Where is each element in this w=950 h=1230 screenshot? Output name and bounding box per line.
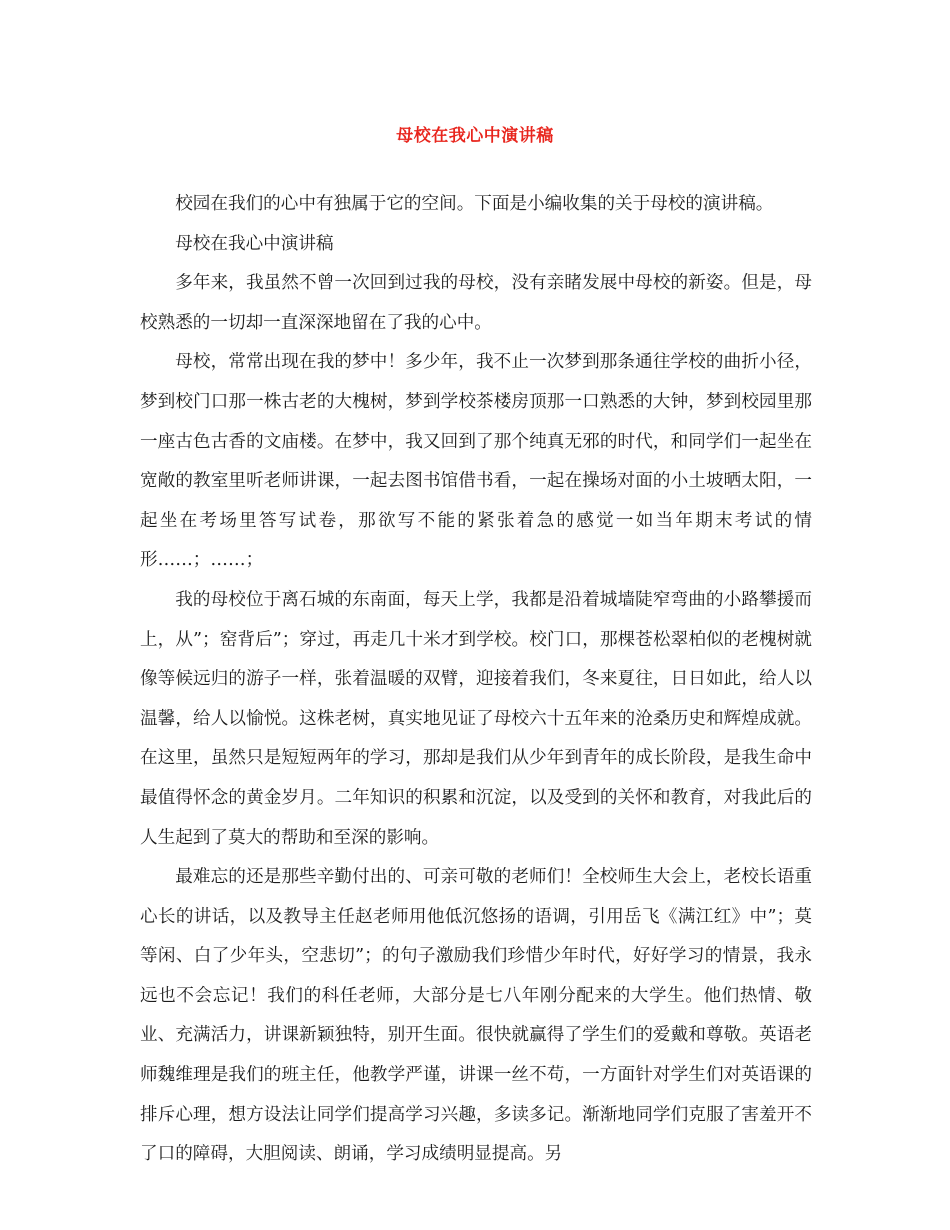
paragraph-intro: 校园在我们的心中有独属于它的空间。下面是小编收集的关于母校的演讲稿。 bbox=[175, 194, 774, 214]
paragraph: 我的母校位于离石城的东南面，每天上学，我都是沿着城墙陡窄弯曲的小路攀援而上，从”；窑背后”；穿过，再走几十米才到学校。校门口，那棵苍松翠柏似的老槐树就像等候远归的游子一样，张着温暖的双臂，迎接着我们，冬来夏往，日日如此，给人以温馨，给人以愉悦。这株老树，真实地见证了母校六十五年来的沧桑历史和辉煌成就。在这里，虽然只是短短两年的学习，那却是我们从少年到青年的成长阶段，是我生命中最值得怀念的黄金岁月。二年知识的积累和沉淀，以及受到的关怀和教育，对我此后的人生起到了莫大的帮助和至深的影响。 bbox=[140, 589, 812, 848]
paragraph: 最难忘的还是那些辛勤付出的、可亲可敬的老师们！全校师生大会上，老校长语重心长的讲话，以及教导主任赵老师用他低沉悠扬的语调，引用岳飞《满江红》中”；莫等闲、白了少年头，空悲切”；的句子激励我们珍惜少年时代，好好学习的情景，我永远也不会忘记！我们的科任老师，大部分是七八年刚分配来的大学生。他们热情、敬业、充满活力，讲课新颖独特，别开生面。很快就赢得了学生们的爱戴和尊敬。英语老师魏维理是我们的班主任，他教学严谨，讲课一丝不苟，一方面针对学生们对英语课的排斥心理，想方设法让同学们提高学习兴趣，多读多记。渐渐地同学们克服了害羞开不了口的障碍，大胆阅读、朗诵，学习成绩明显提高。另 bbox=[140, 867, 812, 1165]
document-title: 母校在我心中演讲稿 bbox=[396, 126, 554, 146]
document-body bbox=[140, 185, 812, 1175]
paragraph: 多年来，我虽然不曾一次回到过我的母校，没有亲睹发展中母校的新姿。但是，母校熟悉的一切却一直深深地留在了我的心中。 bbox=[140, 273, 812, 333]
paragraph-subtitle: 母校在我心中演讲稿 bbox=[175, 233, 334, 254]
paragraph: 母校，常常出现在我的梦中！多少年，我不止一次梦到那条通往学校的曲折小径，梦到校门口那一株古老的大槐树，梦到学校茶楼房顶那一口熟悉的大钟，梦到校园里那一座古色古香的文庙楼。在梦中，我又回到了那个纯真无邪的时代，和同学们一起坐在宽敞的教室里听老师讲课，一起去图书馆借书看，一起在操场对面的小土坡晒太阳，一起坐在考场里答写试卷，那欲写不能的紧张着急的感觉一如当年期末考试的情形……；……； bbox=[140, 352, 812, 571]
